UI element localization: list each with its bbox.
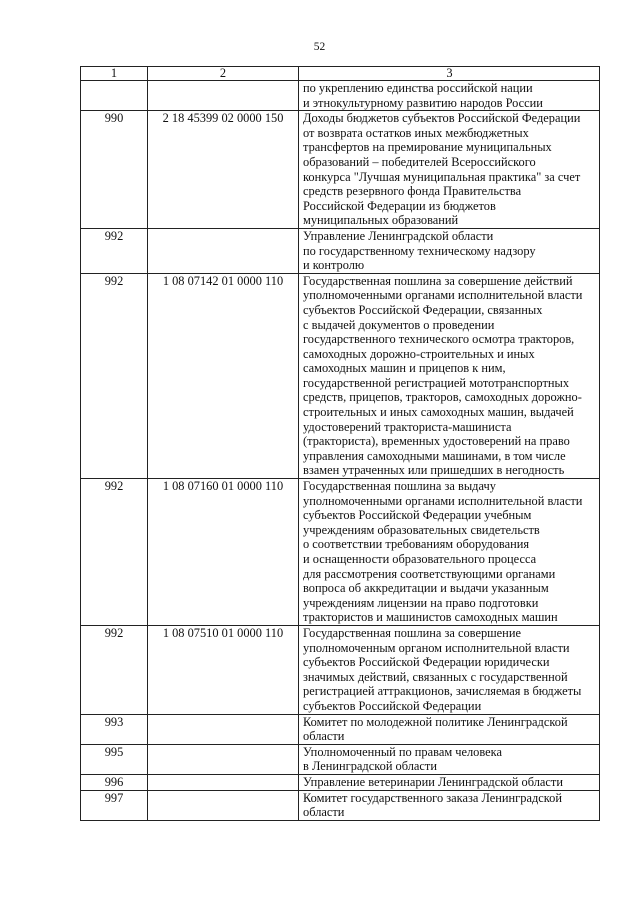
description-line: субъектов Российской Федерации юридически [303,655,550,670]
description-line: вопроса об аккредитации и выдачи указанным [303,581,549,596]
description-cell [299,744,600,774]
description-line: учреждениям лицензии на право подготовки [303,595,539,610]
description-line: Государственная пошлина за совершение [303,625,521,640]
description-line: с выдачей документов о проведении [303,317,495,332]
revenue-code-cell [148,714,299,744]
description-line: субъектов Российской Федерации [303,698,482,713]
revenue-code-cell [148,790,299,820]
revenue-code-cell: 1 08 07142 01 0000 110 [148,273,299,478]
description-line: управления самоходными машинами, в том числе [303,448,566,463]
header-col-1: 1 [81,67,148,81]
description-line: от возврата остатков иных межбюджетных [303,125,529,140]
table-row [81,111,600,229]
revenue-code-cell [148,774,299,790]
description-line: взамен утраченных или пришедших в негодность [303,463,565,478]
page-number: 52 [313,41,326,53]
admin-code-cell: 997 [81,790,148,820]
revenue-code-cell: 2 18 45399 02 0000 150 [148,111,299,229]
description-line: уполномоченным органом исполнительной власти [303,640,570,655]
description-line: конкурса "Лучшая муниципальная практика" за счет [303,169,581,184]
description-line: Уполномоченный по правам человека [303,744,502,759]
description-line: и контролю [303,258,365,273]
description-line: образований – победителей Всероссийского [303,154,536,169]
description-line: области [303,729,345,744]
description-line: строительных и иных самоходных машин, выдачей [303,405,574,420]
description-cell [299,479,600,626]
description-line: государственной регистрацией мототранспортных [303,375,570,390]
table-row [81,790,600,820]
description-line: по укреплению единства российской нации [303,81,533,95]
description-cell [299,273,600,478]
revenue-code-cell: 1 08 07510 01 0000 110 [148,625,299,714]
description-line: Комитет по молодежной политике Ленинградской [303,714,568,729]
revenue-code-cell: 1 08 07160 01 0000 110 [148,479,299,626]
description-cell [299,228,600,273]
description-line: для рассмотрения соответствующими органами [303,566,556,581]
description-cell [299,111,600,229]
table-row [81,744,600,774]
description-line: Государственная пошлина за выдачу [303,479,496,494]
budget-codes-table [80,66,600,821]
table-row [81,714,600,744]
admin-code-cell [81,81,148,111]
description-line: уполномоченными органами исполнительной власти [303,493,583,508]
admin-code-cell: 993 [81,714,148,744]
description-line: значимых действий, связанных с государственной [303,669,568,684]
revenue-code-cell [148,228,299,273]
description-line: Российской Федерации из бюджетов [303,198,496,213]
description-line: по государственному техническому надзору [303,243,536,258]
description-line: субъектов Российской Федерации, связанных [303,302,543,317]
description-line: средств, прицепов, тракторов, самоходных дорожно- [303,390,582,405]
description-line: регистрацией аттракционов, зачисляемая в бюджеты [303,684,582,699]
description-line: Государственная пошлина за совершение действий [303,273,573,288]
description-line: самоходных дорожно-строительных и иных [303,346,535,361]
description-line: трактористов и машинистов самоходных машин [303,610,558,625]
description-line: учреждениям образовательных свидетельств [303,522,540,537]
description-cell [299,774,600,790]
revenue-code-cell [148,744,299,774]
admin-code-cell: 995 [81,744,148,774]
description-line: средств резервного фонда Правительства [303,184,522,199]
description-line: Управление ветеринарии Ленинградской области [303,774,563,789]
description-cell [299,714,600,744]
description-line: Комитет государственного заказа Ленинградской [303,790,562,805]
table-row [81,273,600,478]
description-cell [299,625,600,714]
admin-code-cell: 996 [81,774,148,790]
table-row [81,625,600,714]
description-line: трансфертов на премирование муниципальных [303,140,552,155]
description-line: муниципальных образований [303,213,459,228]
admin-code-cell: 990 [81,111,148,229]
table-row [81,81,600,111]
description-line: в Ленинградской области [303,759,437,774]
header-col-2: 2 [148,67,299,81]
header-col-3: 3 [299,67,600,81]
description-line: субъектов Российской Федерации учебным [303,508,532,523]
description-line: Доходы бюджетов субъектов Российской Федерации [303,111,581,126]
description-line: самоходных машин и прицепов к ним, [303,361,506,376]
description-line: и этнокультурному развитию народов России [303,95,543,110]
description-line: удостоверений тракториста-машиниста [303,419,512,434]
revenue-code-cell [148,81,299,111]
admin-code-cell: 992 [81,228,148,273]
description-line: о соответствии требованиям оборудования [303,537,530,552]
admin-code-cell: 992 [81,625,148,714]
description-line: (тракториста), временных удостоверений на право [303,434,570,449]
table-row [81,774,600,790]
description-cell [299,81,600,111]
description-cell [299,790,600,820]
description-line: уполномоченными органами исполнительной власти [303,288,583,303]
table-row [81,228,600,273]
table-header-row [81,67,600,81]
description-line: Управление Ленинградской области [303,228,494,243]
admin-code-cell: 992 [81,479,148,626]
description-line: государственного технического осмотра тракторов, [303,332,575,347]
admin-code-cell: 992 [81,273,148,478]
table-row [81,479,600,626]
description-line: области [303,805,345,820]
description-line: и оснащенности образовательного процесса [303,552,537,566]
